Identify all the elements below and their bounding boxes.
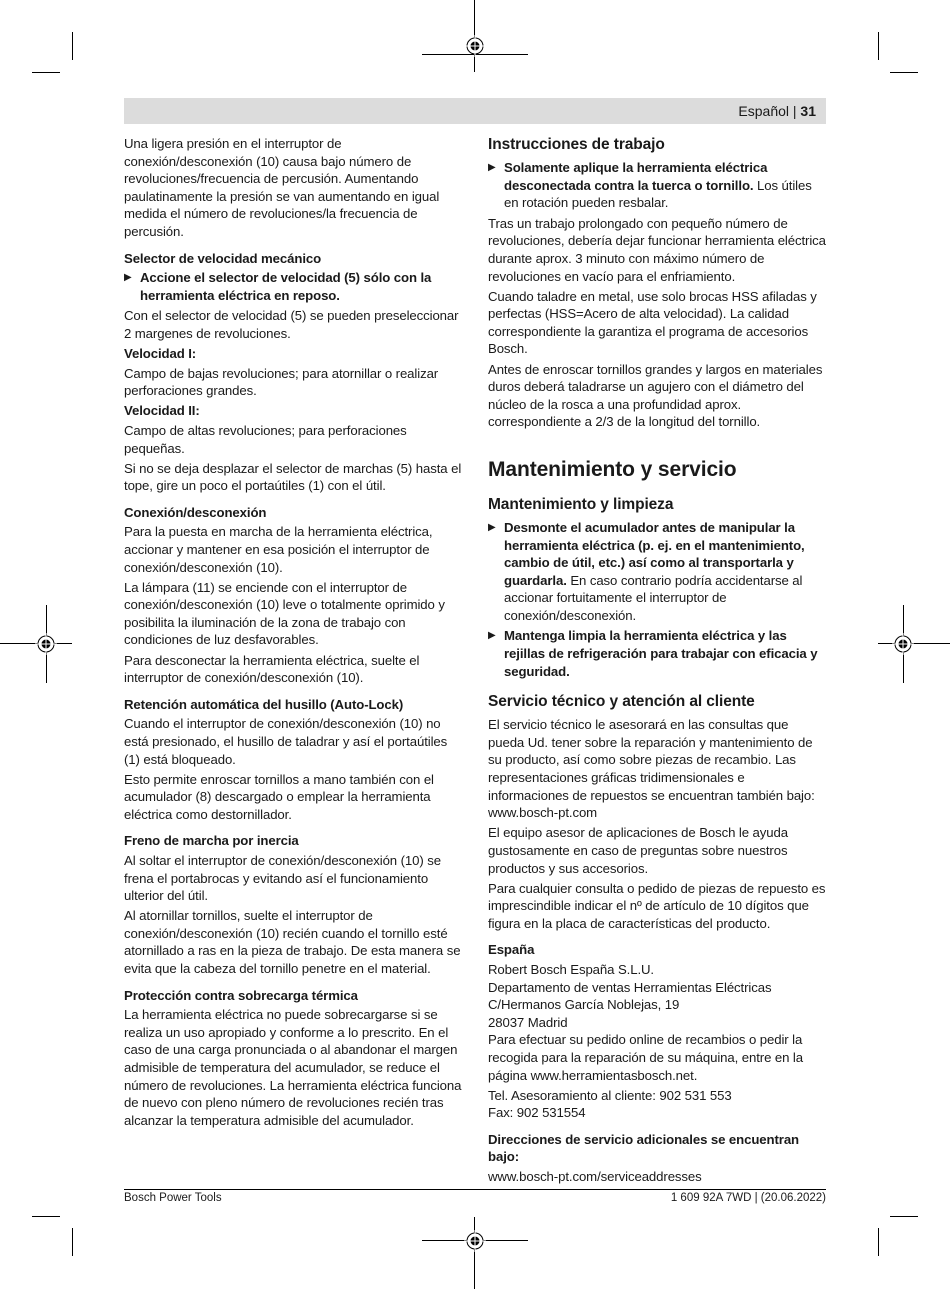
crop-mark [890,1216,918,1217]
telephone-line: Tel. Asesoramiento al cliente: 902 531 553 [488,1087,732,1103]
address-line: Departamento de ventas Herramientas Eléctricas [488,979,772,995]
selector-bullet [124,269,464,304]
onoff-paragraph-3: Para desconectar la herramienta eléctrica, suelte el interruptor de conexión/desconexión (10). [124,652,420,686]
autolock-paragraph-2: Esto permite enroscar tornillos a mano también con el acumulador (8) descargado o emplear la herramienta eléctrica como destornillador. [124,771,434,822]
brake-paragraph-1: Al soltar el interruptor de conexión/desconexión (10) se frena el portabrocas y evitando así el funcionamiento ulterior del útil. [124,852,441,904]
autolock-paragraph-1: Cuando el interruptor de conexión/desconexión (10) no está presionado, el husillo de taladrar y así el portaútiles (1) está bloqueado. [124,716,448,767]
spain-heading: España [488,942,535,958]
work-bullet [488,159,828,212]
vel1-paragraph: Campo de bajas revoluciones; para atornillar o realizar perforaciones grandes. [124,365,439,399]
header-label [738,103,816,119]
cleaning-heading: Mantenimiento y limpieza [488,495,674,513]
right-column [488,135,828,1186]
address-line: 28037 Madrid [488,1014,568,1030]
online-order-paragraph: Para efectuar su pedido online de recambios o pedir la recogida para la reparación de su máquina, entre en la página www.herramientasbosch.net. [488,1032,803,1083]
work-paragraph-1: Tras un trabajo prolongado con pequeño número de revoluciones, debería dejar funcionar herramienta eléctrica durante aprox. 3 minuto con máximo número de revoluciones en vacío para el enfriamiento. [488,215,826,284]
cleaning-bullet-2-text: Mantenga limpia la herramienta eléctrica y las rejillas de refrigeración para trabajar con eficacia y seguridad. [504,628,818,679]
crop-mark [32,1216,60,1217]
header-section: Español [738,103,789,119]
work-heading: Instrucciones de trabajo [488,136,665,153]
footer-divider [124,1189,826,1190]
vel2-heading: Velocidad II: [124,403,200,419]
maintenance-title: Mantenimiento y servicio [488,457,737,481]
fax-line: Fax: 902 531554 [488,1105,586,1121]
onoff-paragraph-2: La lámpara (11) se enciende con el interruptor de conexión/desconexión (10) leve o totalmente oprimido y posibilita la iluminación de la zona de trabajo con condiciones de luz desfavorables. [124,579,445,648]
autolock-heading: Retención automática del husillo (Auto-Lock) [124,696,404,712]
registration-target-icon [464,1230,486,1252]
registration-line [474,1217,475,1289]
header-separator: | [792,103,797,119]
more-addresses-heading: Direcciones de servicio adicionales se encuentran bajo: [488,1131,800,1165]
selector-paragraph: Con el selector de velocidad (5) se pueden preseleccionar 2 margenes de revoluciones. [124,308,459,341]
work-bullet-rest: Los útiles en rotación pueden resbalar. [504,177,812,211]
crop-mark [32,72,60,73]
crop-mark [72,1228,73,1256]
cleaning-bullet-1-bold: Desmonte el acumulador antes de manipular la herramienta eléctrica (p. ej. en el mantenimiento, cambio de útil, etc.) así como al transportarla y guardarla. [504,519,805,588]
thermal-heading: Protección contra sobrecarga térmica [124,987,358,1003]
thermal-paragraph: La herramienta eléctrica no puede sobrecargarse si se realiza un uso apropiado y conforme a lo prescrito. En el caso de una carga pronunciada o al abandonar el margen admisible de temperatura del acumulador, se reduce el número de revoluciones. La herramienta eléctrica funciona de nuevo con pleno número de revoluciones recién tras alcanzar la temperatura admisible del acumulador. [124,1007,462,1128]
work-paragraph-3: Antes de enroscar tornillos grandes y largos en materiales duros deberá taladrarse un agujero con el diámetro del núcleo de la rosca a una profundidad aprox. correspondiente a 2/3 de la longitud del tornillo. [488,361,823,430]
crop-mark [878,1228,879,1256]
brake-heading: Freno de marcha por inercia [124,833,299,849]
address-line: Robert Bosch España S.L.U. [488,961,654,977]
work-bullet-bold: Solamente aplique la herramienta eléctrica desconectada contra la tuerca o tornillo. [504,160,768,193]
crop-mark [890,72,918,73]
selector-heading: Selector de velocidad mecánico [124,250,322,266]
vel-note-paragraph: Si no se deja desplazar el selector de marchas (5) hasta el tope, gire un poco el portaútiles (1) con el útil. [124,460,462,494]
footer-doc-info: 1 609 92A 7WD | (20.06.2022) [670,1192,826,1204]
page-number: 31 [800,103,816,119]
intro-paragraph: Una ligera presión en el interruptor de conexión/desconexión (10) causa bajo número de revoluciones/frecuencia de percusión. Aumentando paulatinamente la presión se van aumentando en igual medida el número de revoluciones/la frecuencia de percusión. [124,136,440,239]
registration-target-icon [892,633,914,655]
registration-target-icon [464,35,486,57]
brake-paragraph-2: Al atornillar tornillos, suelte el interruptor de conexión/desconexión (10) recién cuando el tornillo esté atornillado a ras en la pieza de trabajo. De esta manera se evita que la cabeza del tornillo penetre en el material. [124,908,461,977]
service-heading: Servicio técnico y atención al cliente [488,693,755,711]
service-paragraph-1: El servicio técnico le asesorará en las consultas que pueda Ud. tener sobre la reparación y mantenimiento de su producto, así como sobre piezas de recambio. Las representaciones gráficas tridimensionales e informaciones de repuestos se encuentran también bajo: www.bosch-pt.com [488,717,815,821]
cleaning-bullet-1-rest: En caso contrario podría accidentarse al accionar fortuitamente el interruptor de conexión/desconexión. [504,572,803,623]
onoff-paragraph-1: Para la puesta en marcha de la herramienta eléctrica, accionar y mantener en esa posición el interruptor de conexión/desconexión (10). [124,524,433,575]
service-addresses-link[interactable]: www.bosch-pt.com/serviceaddresses [488,1169,702,1184]
vel1-heading: Velocidad I: [124,346,197,362]
service-paragraph-2: El equipo asesor de aplicaciones de Bosch le ayuda gustosamente en caso de preguntas sobre nuestros productos y sus accesorios. [488,825,788,876]
address-line: C/Hermanos García Noblejas, 19 [488,997,680,1013]
service-paragraph-3: Para cualquier consulta o pedido de piezas de repuesto es imprescindible indicar el nº de artículo de 10 dígitos que figura en la placa de características del producto. [488,880,826,931]
registration-line [878,643,950,644]
left-column [124,135,464,1132]
cleaning-bullet-2 [488,627,828,680]
onoff-heading: Conexión/desconexión [124,504,267,520]
cleaning-bullet-1 [488,519,828,625]
registration-target-icon [35,633,57,655]
footer-brand: Bosch Power Tools [124,1192,222,1204]
address-block [488,961,828,1031]
page-header [124,98,826,124]
selector-bullet-text: Accione el selector de velocidad (5) sólo con la herramienta eléctrica en reposo. [140,270,432,303]
work-paragraph-2: Cuando taladre en metal, use solo brocas HSS afiladas y perfectas (HSS=Acero de alta velocidad). La calidad correspondiente la garantiza el programa de accesorios Bosch. [488,288,817,357]
crop-mark [878,32,879,60]
crop-mark [72,32,73,60]
vel2-paragraph: Campo de altas revoluciones; para perforaciones pequeñas. [124,422,407,456]
